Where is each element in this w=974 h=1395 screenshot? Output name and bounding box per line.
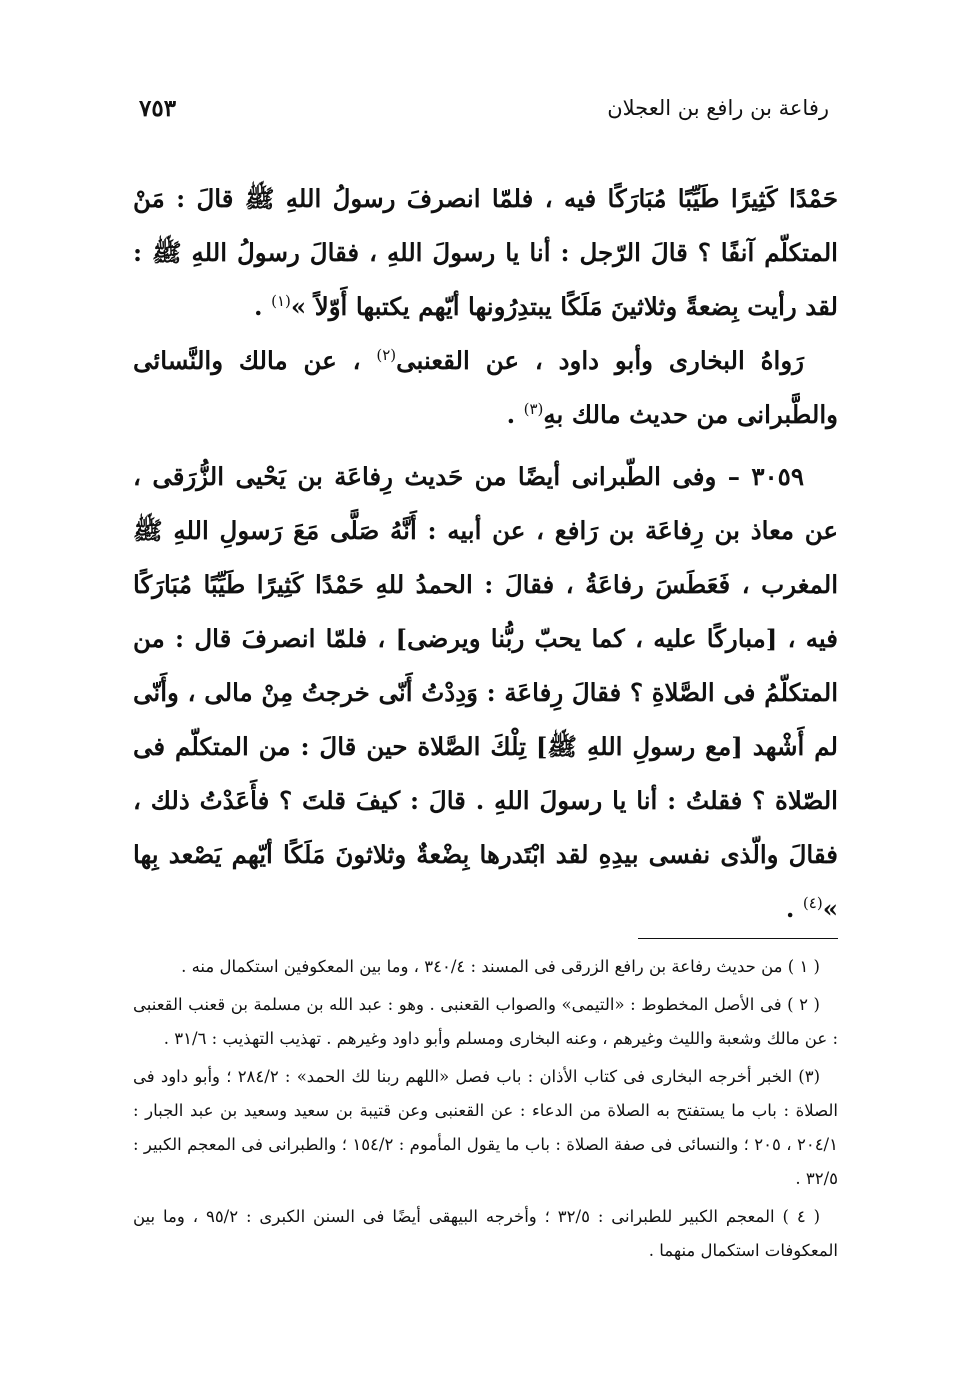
paragraph-1-end: . [254,292,272,321]
footnote-ref-3: (٣) [523,399,544,418]
page-number: ٧٥٣ [139,94,177,122]
main-text [133,172,838,936]
paragraph-1-text: حَمْدًا كَثِيرًا طَيِّبًا مُبَارَكًا فيه ، فلمّا انصرفَ رسولُ اللهِ ﷺ قالَ : مَنْ المتكلّم آنفًا ؟ قالَ الرّجل : أنا يا رسولَ اللهِ ، فقالَ رسولُ اللهِ ﷺ : لقد رأيت بِضعةً وثلاثينَ مَلَكًا يبتدِرُونها أيّهم يكتبها أَوّلاً » [133,184,838,321]
paragraph-2-mid: ، عن مالك والنَّسائى والطَّبرانى من حديث مالك بهِ [133,346,838,429]
paragraph-2-text: رَواهُ البخارى وأبو داود ، عن القعنبى [396,346,804,375]
hadith-number: ٣٠٥٩ [751,462,804,491]
paragraph-3 [133,450,838,936]
footnote-ref-1: (١) [271,291,291,310]
paragraph-1 [133,172,838,334]
paragraph-3-text: – وفى الطّبرانى أيضًا من حَديث رِفاعَة بن يَحْيى الزُّرَقى ، عن معاذ بن رِفاعَة بن رَافع ، عن أبيه : أَنَّهُ صَلَّى مَعَ رَسولِ اللهِ ﷺ المغرب ، فَعَطَسَ رفاعَةُ ، فقالَ : الحمدُ للهِ حَمْدًا كَثِيرًا طَيِّبًا مُبَارَكًا فيه ، [مباركًا عليه ، كما يحبّ ربُّنا ويرضى] ، فلمّا انصرفَ قال : من المتكلّمُ فى الصَّلاةِ ؟ فقالَ رِفاعَة : وَدِدْتُ أَنّى خرجتُ مِنْ مالى ، وأَنّى لم أَشْهد [مع رسولِ اللهِ ﷺ] تِلْكَ الصَّلاة حين قالَ : من المتكلّم فى الصّلاة ؟ فقلتُ : أنا يا رسولَ اللهِ . قالَ : كيفَ قلتَ ؟ فأَعَدْتُ ذلك ، فقالَ والّذى نفسى بيدِهِ لقد ابْتَدرها بِضْعةٌ وثلاثونَ مَلَكًا أيّهم يَصْعد بِها » [133,462,838,923]
footnote-1: ( ١ ) من حديث رفاعة بن رافع الزرقى فى المسند : ٣٤٠/٤ ، وما بين المعكوفين استكمال منه . [181,957,820,976]
running-head [139,88,829,128]
running-head-title: رفاعة بن رافع بن العجلان [607,96,829,120]
paragraph-2-end: . [506,400,524,429]
footnote-3: (٣) الخبر أخرجه البخارى فى كتاب الأذان : باب فصل «اللهم ربنا لك الحمد» : ٢٨٤/٢ ؛ وأبو داود فى الصلاة : باب ما يستفتح به الصلاة من الدعاء : عن القعنبى وعن قتيبة بن سعيد وسعيد بن عبد الجبار : ٢٠٤/١ ، ٢٠٥ ؛ والنسائى فى صفة الصلاة : باب ما يقول المأموم : ١٥٤/٢ ؛ والطبرانى فى المعجم الكبير : ٣٢/٥ . [133,1067,838,1188]
paragraph-2 [133,334,838,442]
footnotes [133,950,838,1272]
footnote-4: ( ٤ ) المعجم الكبير للطبرانى : ٣٢/٥ ؛ وأخرجه البيهقى أيضًا فى السنن الكبرى : ٩٥/٢ ، وما بين المعكوفات استكمال منهما . [133,1207,838,1260]
footnote-separator [638,938,838,939]
footnote-ref-2: (٢) [376,345,397,364]
footnote-2: ( ٢ ) فى الأصل المخطوط : «التيمى» والصواب القعنبى . وهو : عبد الله بن مسلمة بن قعنب القعنبى : عن مالك وشعبة والليث وغيرهم ، وعنه البخارى ومسلم وأبو داود وغيرهم . تهذيب التهذيب : ٣١/٦ . [133,995,838,1048]
footnote-ref-4: (٤) [802,893,823,912]
paragraph-3-end: . [785,894,803,923]
